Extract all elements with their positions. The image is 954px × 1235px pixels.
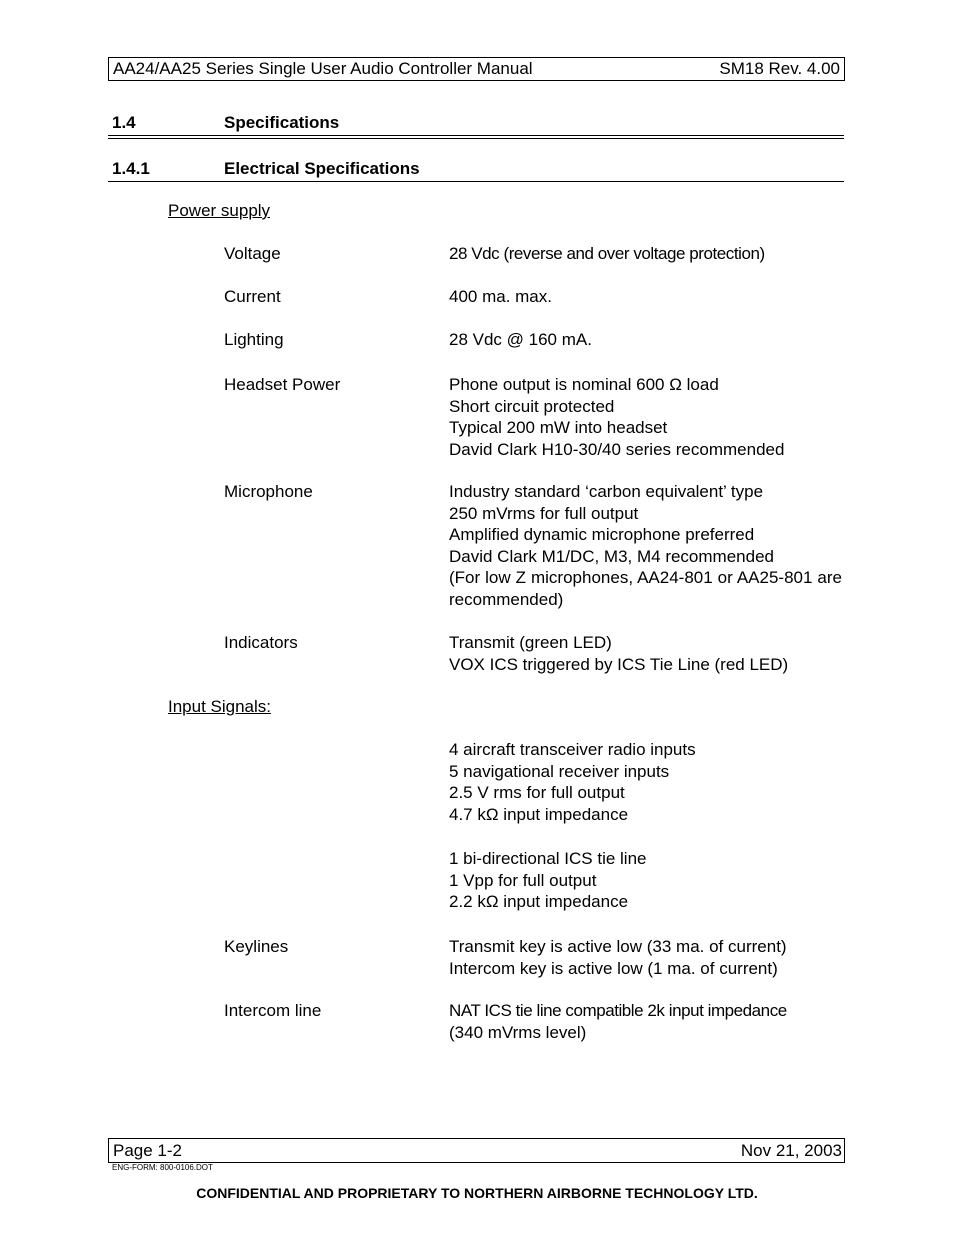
section-rule-top bbox=[108, 135, 844, 136]
current-line: 400 ma. max. bbox=[449, 287, 552, 306]
microphone-line: David Clark M1/DC, M3, M4 recommended bbox=[449, 546, 774, 566]
microphone-line: Industry standard ‘carbon equivalent’ type bbox=[449, 482, 764, 501]
section-title: Specifications bbox=[224, 113, 340, 132]
indicators-line: Transmit (green LED) bbox=[449, 633, 612, 652]
ics-inputs-value bbox=[449, 848, 646, 913]
subsection-heading bbox=[112, 159, 420, 179]
subsection-number: 1.4.1 bbox=[112, 159, 150, 178]
radio-inputs-line: 5 navigational receiver inputs bbox=[449, 761, 670, 781]
page-header bbox=[108, 57, 845, 81]
footer-date: Nov 21, 2003 bbox=[740, 1140, 842, 1160]
keylines-value bbox=[449, 936, 787, 979]
page-footer bbox=[108, 1138, 845, 1163]
radio-inputs-line: 2.5 V rms for full output bbox=[449, 783, 625, 802]
keylines-label: Keylines bbox=[224, 937, 289, 956]
page-number: Page 1-2 bbox=[113, 1140, 182, 1160]
revision: SM18 Rev. 4.00 bbox=[719, 59, 840, 78]
intercom-line-line: (340 mVrms level) bbox=[449, 1022, 587, 1042]
indicators-line: VOX ICS triggered by ICS Tie Line (red LED) bbox=[449, 654, 789, 674]
radio-inputs-value bbox=[449, 739, 696, 825]
section-heading bbox=[112, 113, 339, 133]
headset-power-line: Typical 200 mW into headset bbox=[449, 418, 668, 437]
ics-inputs-line: 2.2 kΩ input impedance bbox=[449, 892, 629, 911]
section-rule-bottom bbox=[108, 138, 844, 139]
confidential-notice: CONFIDENTIAL AND PROPRIETARY TO NORTHERN AIRBORNE TECHNOLOGY LTD. bbox=[196, 1185, 758, 1201]
microphone-value bbox=[449, 481, 842, 610]
intercom-line-label: Intercom line bbox=[224, 1001, 322, 1020]
voltage-value bbox=[449, 243, 765, 265]
headset-power-line: David Clark H10-30/40 series recommended bbox=[449, 439, 785, 459]
power-supply-heading: Power supply bbox=[168, 201, 271, 220]
subsection-title: Electrical Specifications bbox=[224, 159, 420, 178]
microphone-line: 250 mVrms for full output bbox=[449, 503, 639, 523]
keylines-line: Transmit key is active low (33 ma. of current) bbox=[449, 937, 787, 956]
lighting-value bbox=[449, 329, 592, 351]
intercom-line-value bbox=[449, 1000, 787, 1043]
indicators-value bbox=[449, 632, 788, 675]
current-value bbox=[449, 286, 552, 308]
microphone-line: (For low Z microphones, AA24-801 or AA25-801 are recommended) bbox=[449, 568, 842, 609]
subsection-rule bbox=[108, 181, 844, 182]
section-number: 1.4 bbox=[112, 113, 136, 132]
voltage-label: Voltage bbox=[224, 244, 281, 263]
ics-inputs-line: 1 bi-directional ICS tie line bbox=[449, 849, 647, 868]
intercom-line-line: NAT ICS tie line compatible 2k input impedance bbox=[449, 1001, 787, 1020]
current-label: Current bbox=[224, 287, 281, 306]
voltage-line: 28 Vdc (reverse and over voltage protection) bbox=[449, 244, 765, 263]
headset-power-value bbox=[449, 374, 784, 460]
microphone-label: Microphone bbox=[224, 482, 313, 501]
radio-inputs-line: 4 aircraft transceiver radio inputs bbox=[449, 740, 696, 759]
lighting-line: 28 Vdc @ 160 mA. bbox=[449, 330, 592, 349]
lighting-label: Lighting bbox=[224, 330, 284, 349]
indicators-label: Indicators bbox=[224, 633, 298, 652]
headset-power-line: Phone output is nominal 600 Ω load bbox=[449, 375, 719, 394]
headset-power-line: Short circuit protected bbox=[449, 396, 615, 416]
radio-inputs-line: 4.7 kΩ input impedance bbox=[449, 804, 629, 824]
keylines-line: Intercom key is active low (1 ma. of current) bbox=[449, 958, 778, 978]
microphone-line: Amplified dynamic microphone preferred bbox=[449, 525, 755, 544]
manual-title: AA24/AA25 Series Single User Audio Controller Manual bbox=[113, 59, 533, 78]
headset-power-label: Headset Power bbox=[224, 375, 341, 394]
ics-inputs-line: 1 Vpp for full output bbox=[449, 870, 597, 890]
input-signals-heading: Input Signals: bbox=[168, 697, 272, 716]
form-code: ENG-FORM: 800-0106.DOT bbox=[112, 1163, 213, 1172]
